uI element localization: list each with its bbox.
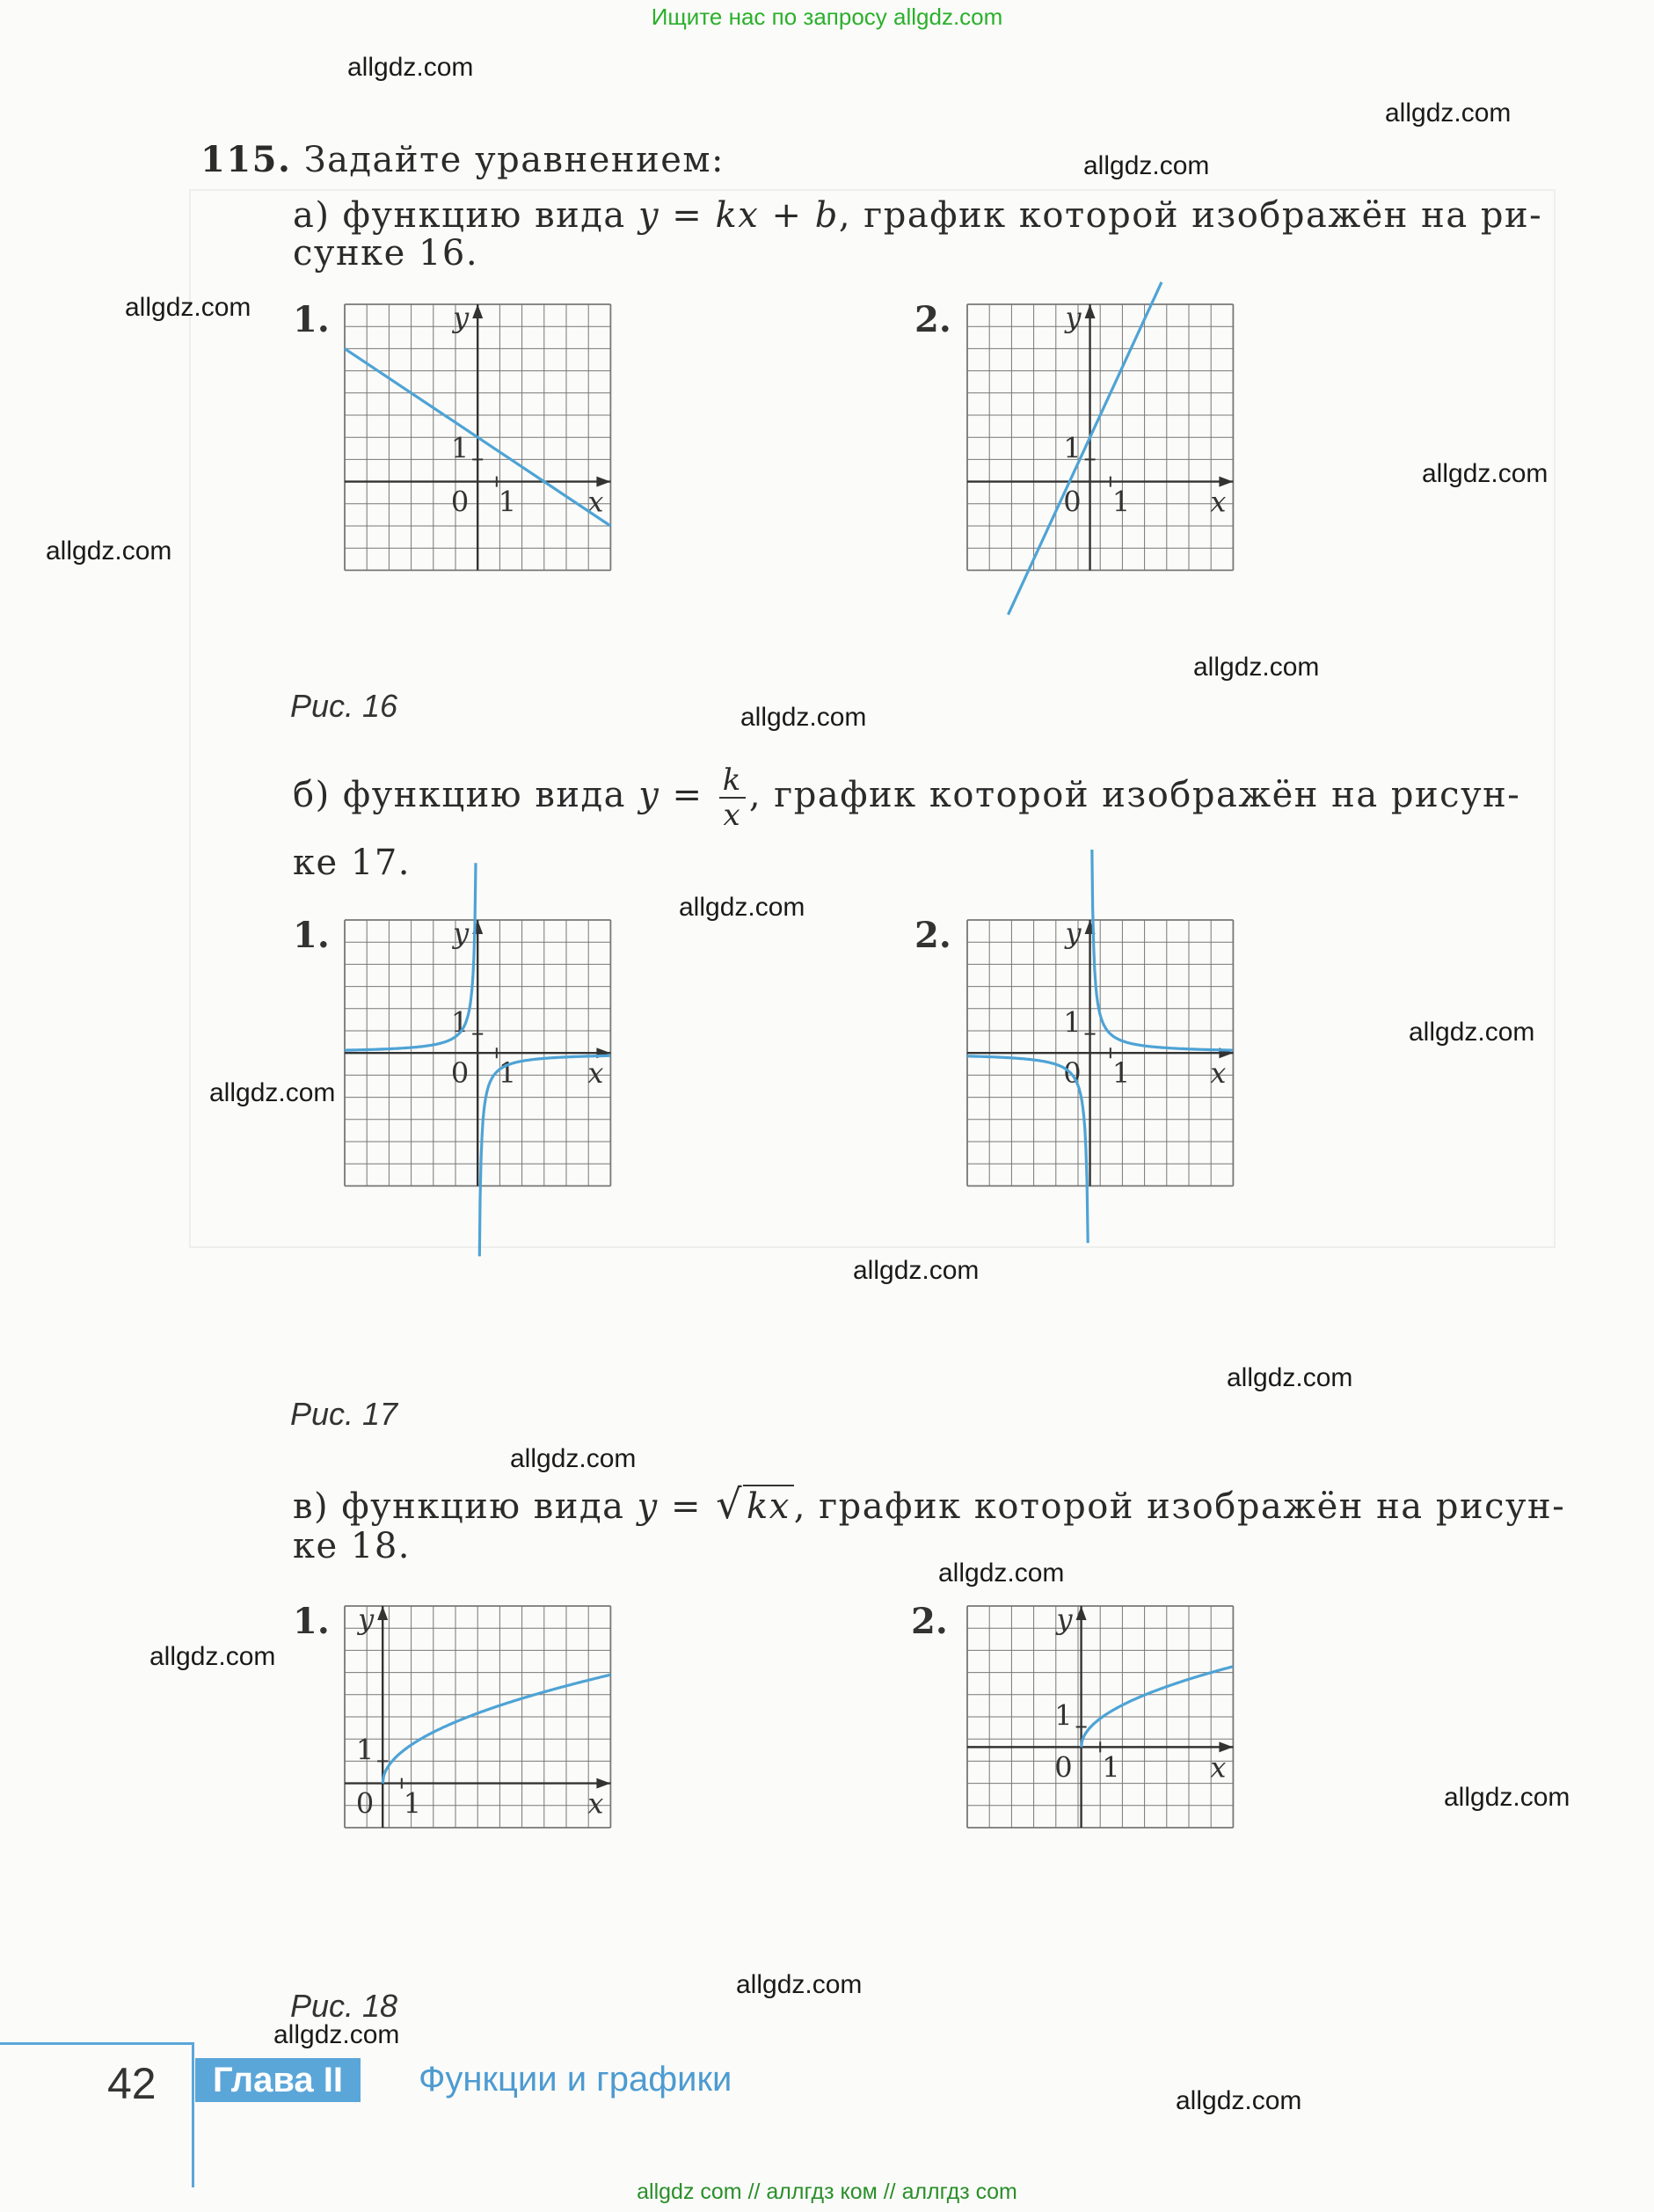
watermark: allgdz.com [1193,653,1320,682]
y-unit-label: 1 [1063,1005,1082,1040]
y-unit-label: 1 [1054,1698,1073,1733]
function-curve [1082,1667,1234,1748]
watermark: allgdz.com [1385,99,1512,128]
origin-label: 0 [450,485,470,519]
problem-number: 115. [200,139,292,180]
graph-17-2-label: 2. [914,915,951,956]
x-unit-label: 1 [498,485,517,519]
grid [967,304,1233,570]
x-unit-label: 1 [1111,485,1131,519]
part-b-prefix: б) функцию вида [293,775,626,815]
watermark: allgdz.com [1444,1783,1570,1812]
watermark: allgdz.com [125,293,251,322]
watermark: allgdz.com [347,53,474,82]
watermark: allgdz.com [1083,151,1210,180]
y-unit-label: 1 [450,431,470,465]
part-b-line-2: ке 17. [293,843,411,883]
top-search-note: Ищите нас по запросу allgdz.com [651,4,1003,30]
function-curve [1009,282,1162,615]
x-unit-label: 1 [1111,1056,1131,1091]
part-a-formula: y = kx + b [638,195,839,236]
origin-label: 0 [1063,1056,1082,1091]
graph-18-2 [967,1602,1233,1828]
footer-vertical-rule [192,2042,194,2187]
x-axis-label: x [1210,1750,1227,1785]
part-c-prefix: в) функцию вида [293,1486,625,1527]
graph-18-1-label: 1. [293,1601,330,1642]
watermark: allgdz.com [273,2020,400,2049]
figure-18-caption: Рис. 18 [290,1988,398,2024]
grid [967,1606,1233,1828]
part-b-line-1 [293,763,1521,833]
page-number: 42 [107,2059,157,2108]
part-a-suffix: , график которой изображён на ри- [838,195,1543,236]
x-unit-label: 1 [403,1786,422,1821]
watermark: allgdz.com [938,1559,1065,1588]
part-a-line-1 [293,195,1542,236]
part-b-fraction [719,763,746,833]
y-axis-arrow-icon [1085,304,1096,318]
origin-label: 0 [450,1056,470,1091]
fraction-numerator: k [719,765,746,799]
watermark: allgdz.com [679,893,805,922]
y-axis-arrow-icon [377,1606,388,1620]
graph-17-1 [345,916,610,1186]
watermark: allgdz.com [1409,1018,1535,1047]
part-a-prefix: а) функцию вида [293,195,626,236]
graph-16-2 [967,301,1233,570]
function-curve [383,1675,610,1784]
origin-label: 0 [355,1786,375,1821]
y-axis-arrow-icon [1076,1606,1087,1620]
y-axis-arrow-icon [472,304,483,318]
x-axis-label: x [1210,1056,1227,1091]
graph-16-2-label: 2. [914,299,951,340]
watermark: allgdz.com [510,1444,637,1473]
y-axis-label: y [358,1602,375,1636]
watermark: allgdz.com [46,537,172,566]
x-unit-label: 1 [498,1056,517,1091]
x-axis-label: x [587,485,604,519]
problem-header [200,139,725,180]
y-unit-label: 1 [1063,431,1082,465]
y-axis-label: y [1065,916,1082,950]
y-axis-label: y [1065,301,1082,334]
sqrt-sign: √ [716,1480,743,1528]
graph-17-2 [967,916,1233,1186]
grid [345,1606,610,1828]
watermark: allgdz.com [1176,2086,1302,2115]
x-axis-label: x [1210,485,1227,519]
y-axis-label: y [1056,1602,1073,1636]
part-c-radicand: kx [743,1485,794,1527]
part-c-line-1 [293,1480,1565,1528]
watermark: allgdz.com [149,1642,276,1671]
part-c-suffix: , график которой изображён на рисун- [793,1486,1566,1527]
graph-16-1 [345,301,610,570]
figure-17-caption: Рис. 17 [290,1396,398,1432]
graph-17-1-label: 1. [293,915,330,956]
watermark: allgdz.com [1227,1363,1353,1392]
watermark: allgdz.com [853,1256,980,1285]
part-c-line-2: ке 18. [293,1526,411,1566]
x-unit-label: 1 [1102,1750,1120,1785]
footer-horizontal-rule [0,2042,193,2045]
origin-label: 0 [1054,1750,1073,1785]
fraction-denominator: x [723,798,742,833]
y-axis-label: y [453,916,470,950]
y-unit-label: 1 [355,1733,375,1767]
graph-16-1-label: 1. [293,299,330,340]
function-curve [479,1055,610,1290]
x-axis-label: x [587,1786,604,1821]
watermark: allgdz.com [1422,459,1548,488]
x-axis-label: x [587,1056,604,1091]
graph-18-1 [345,1602,610,1828]
watermark: allgdz.com [736,1970,863,1999]
watermark: allgdz.com [209,1078,336,1107]
problem-prompt: Задайте уравнением: [303,140,725,180]
y-unit-label: 1 [450,1005,470,1040]
part-b-suffix: , график которой изображён на рисун- [748,775,1521,815]
part-c-y: y = [637,1486,702,1527]
part-a-line-2: сунке 16. [293,233,479,274]
graph-18-2-label: 2. [911,1601,948,1642]
part-b-y: y = [638,775,703,815]
chapter-badge: Глава II [195,2058,361,2102]
watermark: allgdz.com [740,703,867,732]
figure-16-caption: Рис. 16 [290,688,398,724]
origin-label: 0 [1063,485,1082,519]
bottom-note: allgdz com // аллгдз ком // аллгдз com [637,2179,1017,2204]
y-axis-label: y [453,301,470,334]
chapter-title: Функции и графики [419,2060,732,2099]
